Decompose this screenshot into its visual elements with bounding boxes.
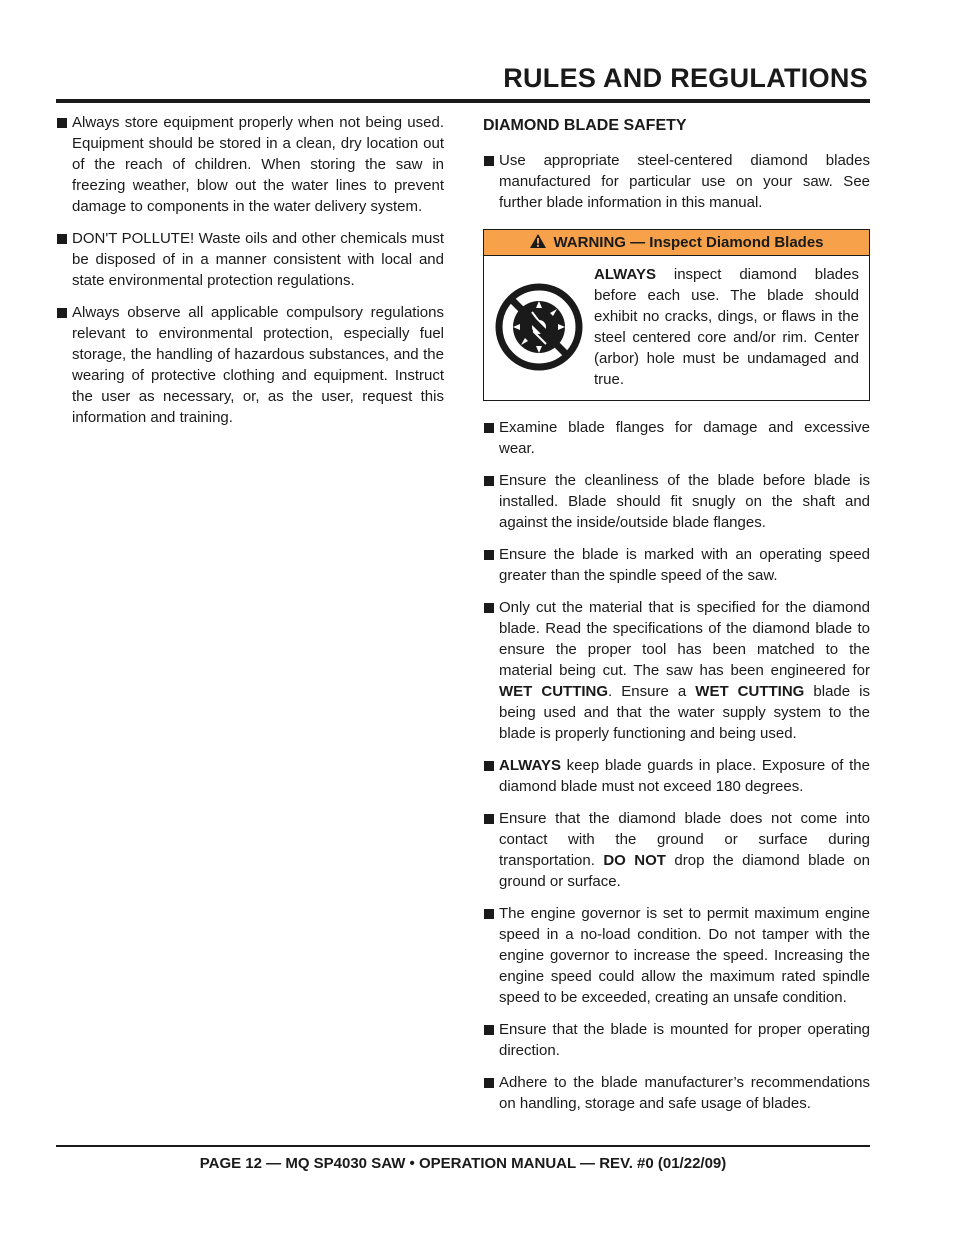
warning-text: ALWAYS inspect diamond blades before each use. The blade should exhibit no cracks, dings, or flaws in the steel centered core and/or rim. Center (arbor) hole must be undamaged and true. [594, 266, 859, 388]
bullet-square-icon [484, 1025, 494, 1035]
list-item: ALWAYS keep blade guards in place. Exposure of the diamond blade must not exceed 180 degrees. [483, 755, 870, 797]
list-item: DON'T POLLUTE! Waste oils and other chemicals must be disposed of in a manner consistent with local and state environmental protection regulations. [56, 228, 444, 291]
page-title: RULES AND REGULATIONS [503, 63, 868, 93]
bullet-square-icon [484, 603, 494, 613]
warning-box [483, 229, 870, 401]
list-item: Ensure the blade is marked with an operating speed greater than the spindle speed of the saw. [483, 544, 870, 586]
bullet-square-icon [57, 308, 67, 318]
warning-body [484, 256, 869, 400]
bullet-square-icon [57, 234, 67, 244]
right-column [483, 112, 870, 1125]
list-item: Use appropriate steel-centered diamond blades manufactured for particular use on your saw. See further blade information in this manual. [483, 150, 870, 213]
no-damaged-blade-icon [494, 282, 584, 372]
bullet-square-icon [484, 909, 494, 919]
page-footer: PAGE 12 — MQ SP4030 SAW • OPERATION MANUAL — REV. #0 (01/22/09) [199, 1155, 727, 1172]
bullet-square-icon [484, 423, 494, 433]
bullet-square-icon [484, 814, 494, 824]
left-column [56, 112, 444, 439]
list-item: Always observe all applicable compulsory regulations relevant to environmental protection, especially fuel storage, the handling of hazardous substances, and the wearing of protective clothing and equipment. Instruct the user as necessary, or, as the user, request this information and training. [56, 302, 444, 428]
warning-header [484, 230, 869, 256]
list-item: Ensure that the diamond blade does not come into contact with the ground or surface during transportation. DO NOT drop the diamond blade on ground or surface. [483, 808, 870, 892]
list-item: Ensure that the blade is mounted for proper operating direction. [483, 1019, 870, 1061]
list-item: Adhere to the blade manufacturer’s recommendations on handling, storage and safe usage of blades. [483, 1072, 870, 1114]
bullet-square-icon [57, 118, 67, 128]
header-divider [56, 99, 870, 103]
warning-title: WARNING — Inspect Diamond Blades [553, 234, 824, 251]
bullet-square-icon [484, 761, 494, 771]
list-item: Ensure the cleanliness of the blade before blade is installed. Blade should fit snugly on the shaft and against the inside/outside blade flanges. [483, 470, 870, 533]
list-item: Only cut the material that is specified for the diamond blade. Read the specifications of the diamond blade to ensure the proper tool has been matched to the material being cut. The saw has been engineered for WET CUTTING. Ensure a WET CUTTING blade is being used and that the water supply system to the blade is properly functioning and being used. [483, 597, 870, 744]
list-item: Always store equipment properly when not being used. Equipment should be stored in a clean, dry location out of the reach of children. When storing the saw in freezing weather, blow out the water lines to prevent damage to components in the water delivery system. [56, 112, 444, 217]
warning-triangle-icon [529, 233, 547, 253]
bullet-square-icon [484, 550, 494, 560]
bullet-square-icon [484, 1078, 494, 1088]
bullet-square-icon [484, 156, 494, 166]
list-item: Examine blade flanges for damage and excessive wear. [483, 417, 870, 459]
list-item: The engine governor is set to permit maximum engine speed in a no-load condition. Do not tamper with the engine governor to increase the speed. Increasing the engine speed could allow the maximum rated spindle speed to be exceeded, creating an unsafe condition. [483, 903, 870, 1008]
footer-divider [56, 1145, 870, 1147]
bullet-square-icon [484, 476, 494, 486]
section-title: DIAMOND BLADE SAFETY [483, 117, 687, 134]
